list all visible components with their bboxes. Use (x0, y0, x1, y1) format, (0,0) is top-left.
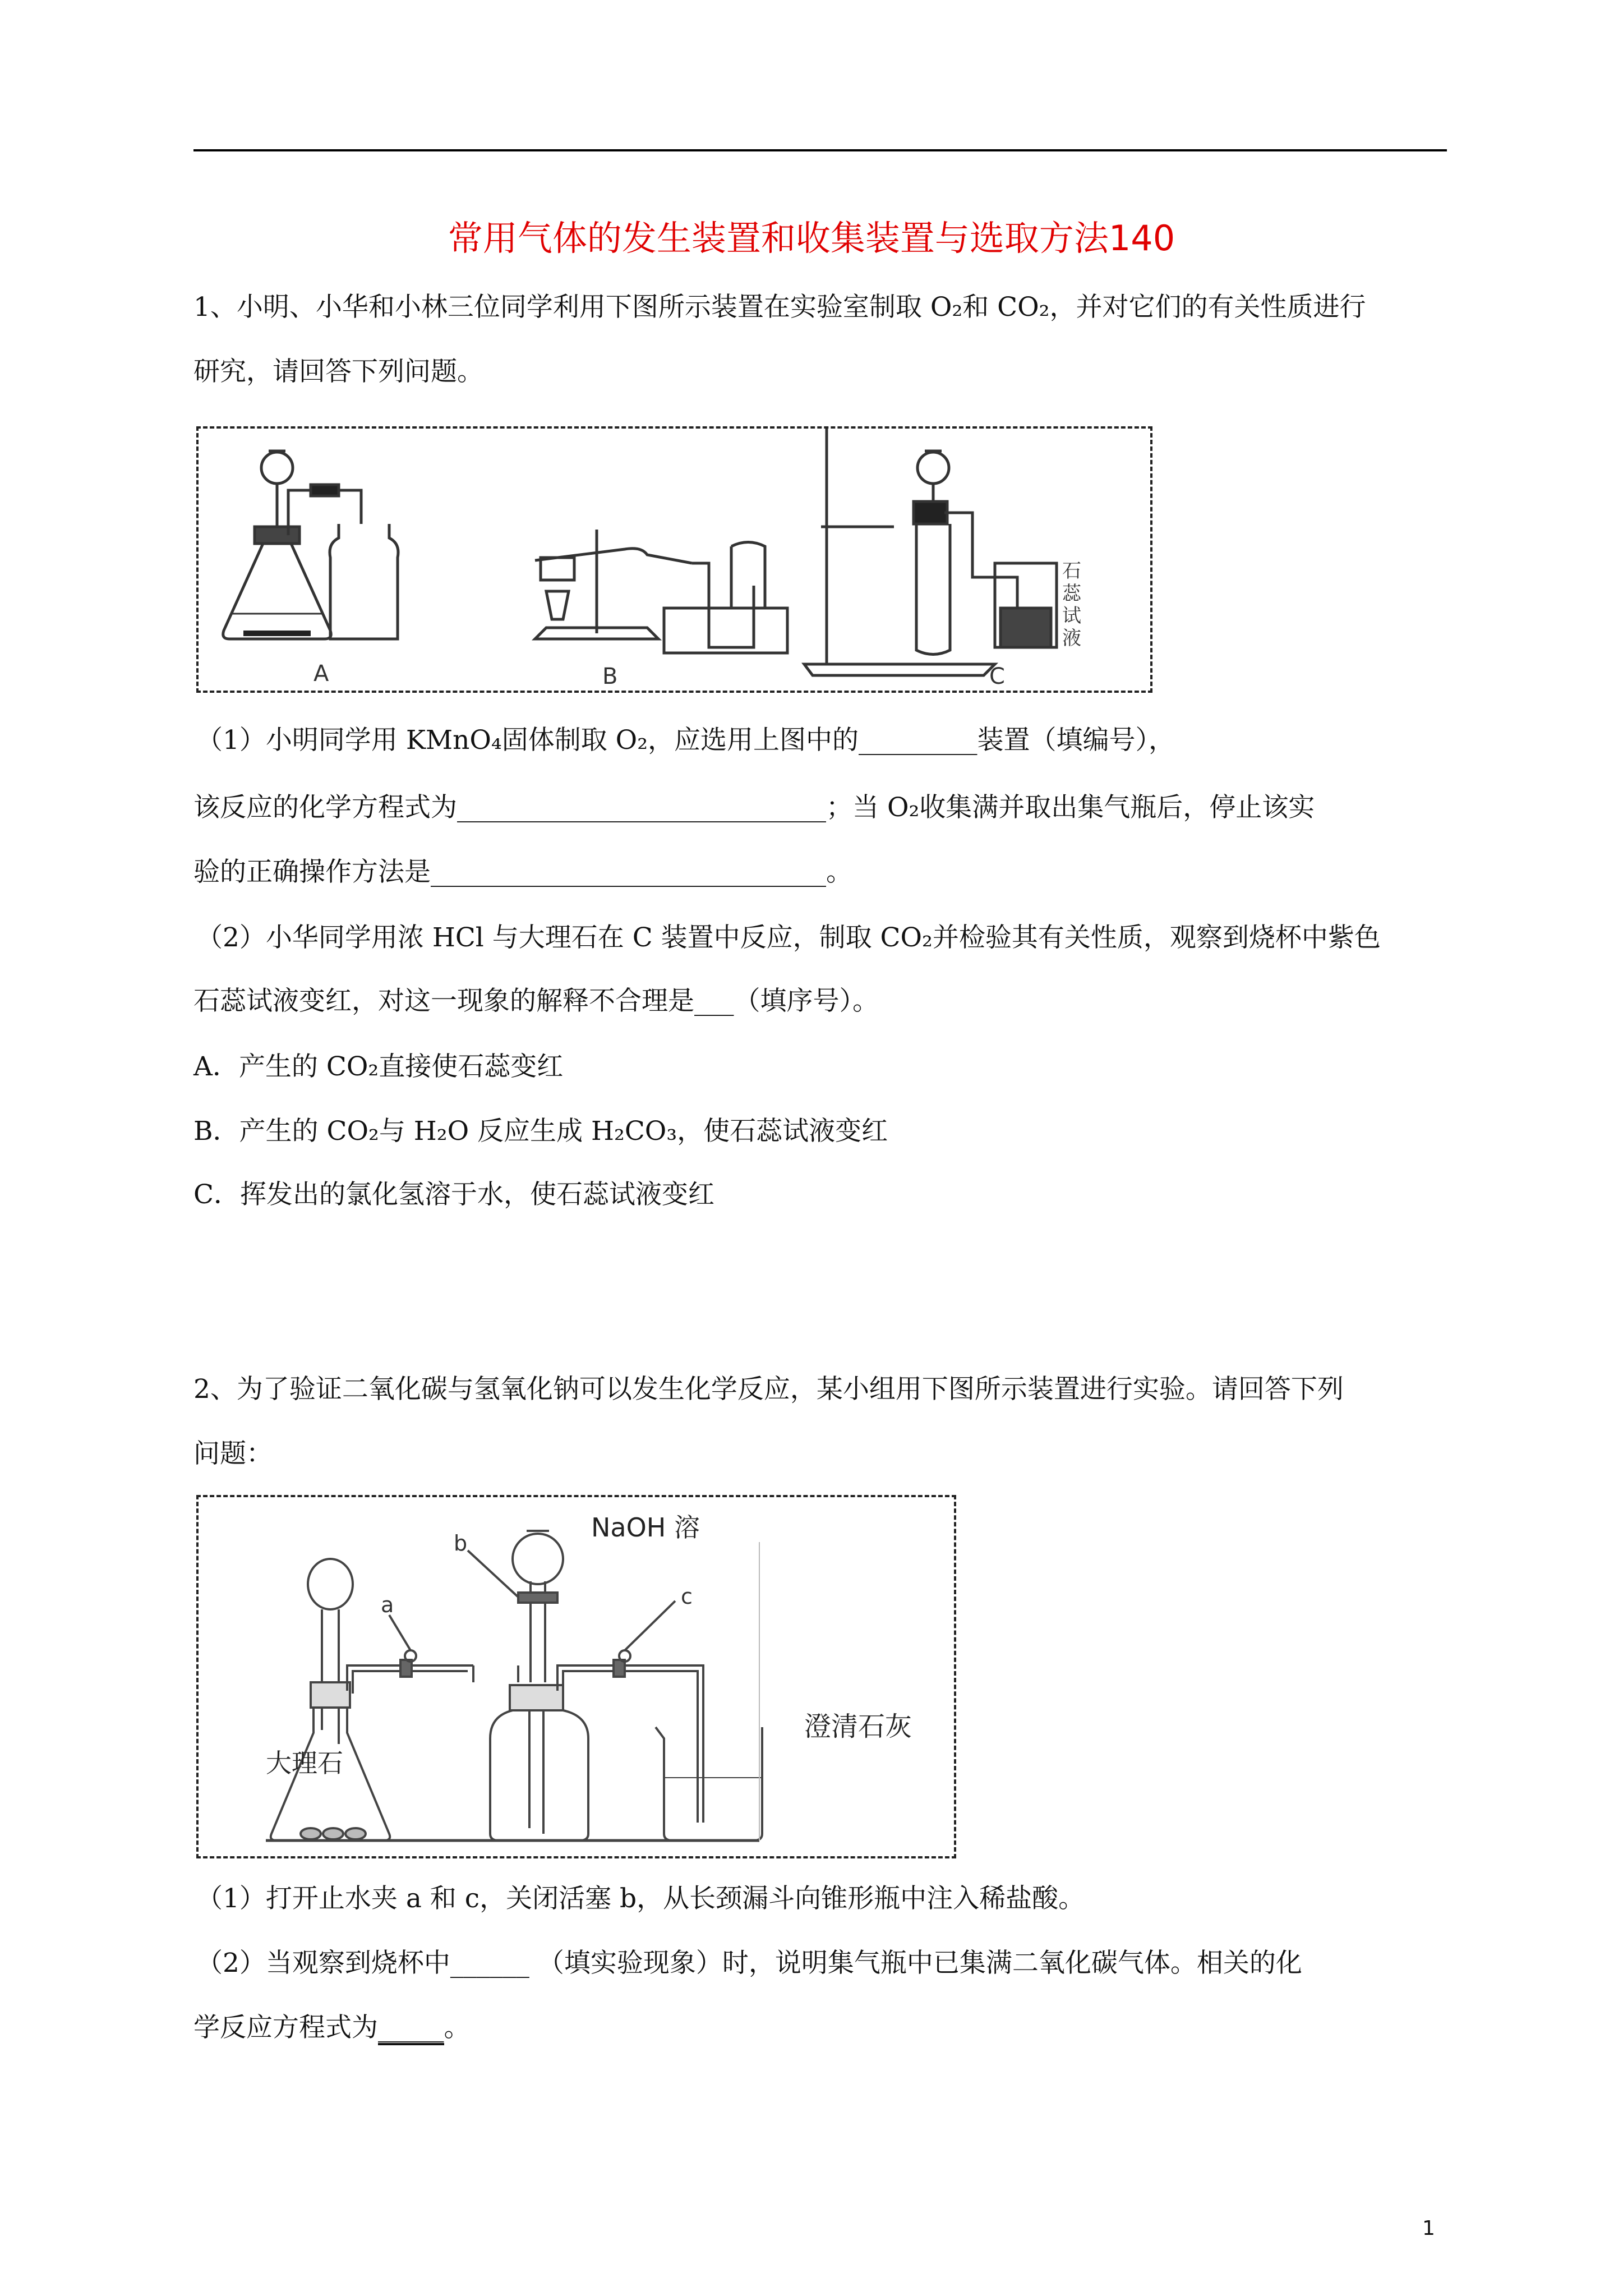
q2-stem-line1: 2、为了验证二氧化碳与氢氧化钠可以发生化学反应，某小组用下图所示装置进行实验。请回答下列 (193, 1374, 1344, 1405)
gas-jar (473, 1665, 588, 1841)
label-a: A (313, 661, 329, 687)
apparatus-a (223, 451, 398, 687)
q1-p2-line1: （2）小华同学用浓 HCl 与大理石在 C 装置中反应，制取 CO₂并检验其有关性质，观察到烧杯中紫色 (196, 922, 1381, 953)
q1-p2-line2: 石蕊试液变红，对这一现象的解释不合理是___（填序号）。 (193, 986, 879, 1016)
q1-option-c: C．挥发出的氯化氢溶于水，使石蕊试液变红 (193, 1179, 714, 1210)
q2-p2-line1: （2）当观察到烧杯中______ （填实验现象）时，说明集气瓶中已集满二氧化碳气体。相关的化 (196, 1948, 1302, 1978)
label-c: C (989, 664, 1005, 689)
q1-option-b: B．产生的 CO₂与 H₂O 反应生成 H₂CO₃，使石蕊试液变红 (193, 1116, 888, 1147)
q2-stem-line2: 问题： (193, 1438, 273, 1469)
q2-p2-line2 (193, 2011, 471, 2045)
beaker (656, 1542, 762, 1841)
label-stopcock-b: b (454, 1531, 468, 1556)
page-number: 1 (1422, 2217, 1435, 2240)
clamp-a (389, 1615, 416, 1677)
q2-p2-line2-suffix: 。 (444, 2012, 471, 2043)
q2-apparatus-figure (196, 1495, 956, 1858)
q2-p2-line2-prefix: 学反应方程式为 (193, 2012, 378, 2043)
label-litmus-2: 蕊 (1062, 582, 1081, 605)
q1-p1-line1: （1）小明同学用 KMnO₄固体制取 O₂，应选用上图中的_________装置（填编号）， (196, 725, 1175, 756)
label-litmus-3: 试 (1062, 605, 1081, 627)
q1-stem-line1: 1、小明、小华和小林三位同学利用下图所示装置在实验室制取 O₂和 CO₂，并对它们的有关性质进行 (193, 292, 1366, 323)
label-naoh: NaOH 溶 (591, 1512, 700, 1543)
label-limewater: 澄清石灰 (804, 1711, 912, 1742)
q2-p2-answer-blank: _____ (378, 2012, 444, 2045)
label-litmus-1: 石 (1062, 560, 1081, 582)
label-litmus-4: 液 (1062, 627, 1081, 650)
apparatus-c (804, 429, 1082, 689)
erlenmeyer-flask (271, 1559, 473, 1841)
label-marble: 大理石 (266, 1748, 343, 1778)
header-rule (193, 149, 1447, 151)
label-clamp-c: c (681, 1584, 693, 1609)
page-title: 常用气体的发生装置和收集装置与选取方法140 (448, 218, 1175, 259)
apparatus-b (535, 530, 787, 689)
q2-p1: （1）打开止水夹 a 和 c，关闭活塞 b，从长颈漏斗向锥形瓶中注入稀盐酸。 (196, 1883, 1085, 1914)
delivery-tube (557, 1601, 703, 1823)
separatory-funnel (468, 1531, 563, 1682)
q1-apparatus-figure (196, 426, 1152, 693)
q1-p1-line2: 该反应的化学方程式为____________________________；当 O₂收集满并取出集气瓶后，停止该实 (193, 792, 1315, 823)
q1-stem-line2: 研究，请回答下列问题。 (193, 356, 483, 387)
q1-p1-line3: 验的正确操作方法是______________________________。 (193, 857, 852, 887)
label-clamp-a: a (381, 1593, 394, 1617)
q1-option-a: A．产生的 CO₂直接使石蕊变红 (193, 1051, 564, 1082)
label-b: B (602, 664, 618, 689)
